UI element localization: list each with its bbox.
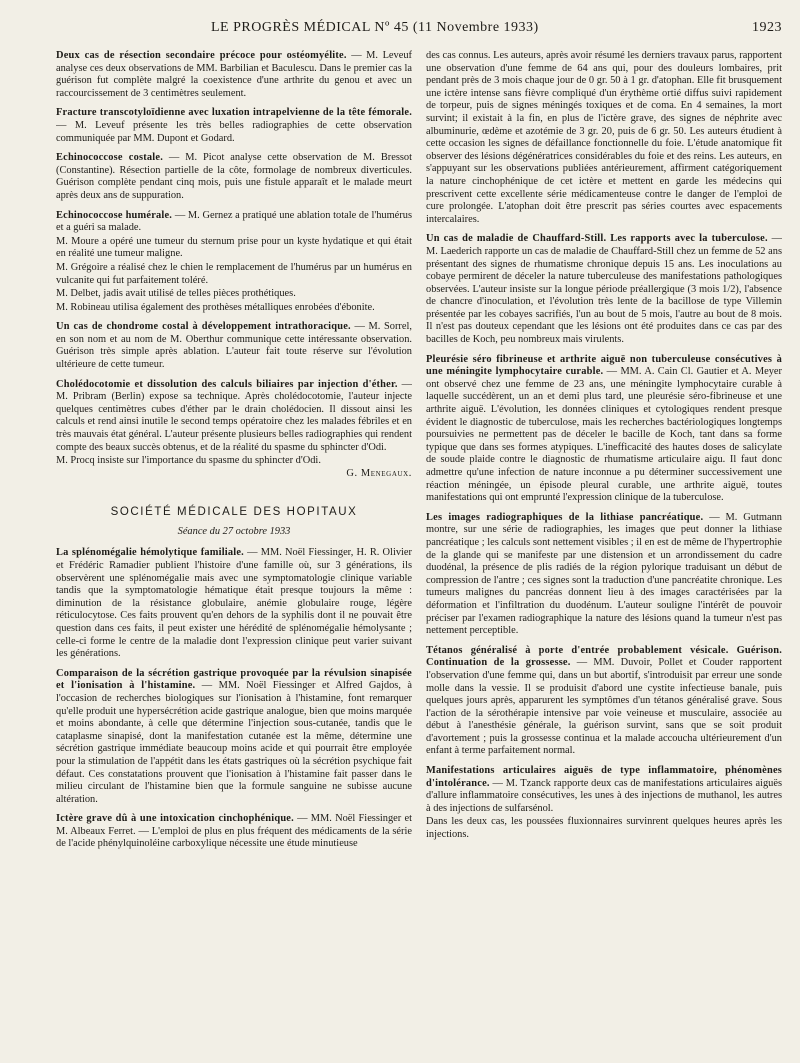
article-heading: Echinococcose costale. [56, 152, 163, 164]
article [56, 210, 412, 235]
article [56, 302, 412, 315]
section-title: SOCIÉTÉ MÉDICALE DES HOPITAUX [110, 506, 358, 519]
signature: G. Menegaux. [346, 467, 412, 479]
article-heading: Ictère grave dû à une intoxication cinchophénique. [56, 813, 294, 825]
article [426, 512, 782, 638]
article [56, 50, 412, 100]
article [56, 236, 412, 261]
article-heading: Comparaison de la sécrétion gastrique provoquée par la révulsion sinapisée et l'ionisation à l'histamine. [56, 667, 412, 692]
article-heading: Deux cas de résection secondaire précoce pour ostéomyélite. [56, 50, 347, 61]
article [56, 813, 412, 851]
article-body: — M. Leveuf analyse ces deux observations de MM. Barbilian et Baculescu. Dans le premier cas la guérison fut complète malgré la coexistence d'une arthrite du genou et avec un raccourcissement de 3 centimètres seulement. [56, 50, 412, 99]
article [426, 233, 782, 346]
article [56, 321, 412, 371]
article-body: M. Moure a opéré une tumeur du sternum prise pour un kyste hydatique et qui était en réalité une tumeur maligne. [56, 235, 412, 260]
article-body: — MM. A. Cain Cl. Gautier et A. Meyer ont observé chez une femme de 23 ans, une méningite lymphocytaire curable à laquelle succédèrent, un an et demi plus tard, une pleurésie séro-fibrineuse et une arthrite aiguë. L'évolution, les données cliniques et cytologiques rendent presque évident le diagnostic de tuberculose, mais les recherches bactériologiques longtemps poursuivies ne permettent pas de déceler le bacille de Koch, tant dans sa forme typique que dans ses formes atypiques. L'inefficacité des hautes doses de salicylate de soude plaide contre le diagnostic de rhumatisme articulaire aigu. Il faut donc admettre qu'une infection de nature inconnue a pu déterminer successivement une réaction méningée, un épisode pleural curable, une arthrite aiguë, toutes manifestations qui ont emprunté l'expression clinique de la tuberculose. [426, 366, 782, 504]
article [56, 547, 412, 660]
article-body: M. Robineau utilisa également des prothèses métalliques enrobées d'ébonite. [56, 301, 375, 313]
article [56, 107, 412, 145]
article-body: — MM. Duvoir, Pollet et Couder rapportent l'observation d'une femme qui, dans un but abortif, s'introduisit par erreur une sonde molle dans la vessie. Il se produisit d'abord une cystite infectieuse banale, puis quelques jours après, apparurent les symptômes d'un tétanos généralisé grave. Sous l'action de la sérothérapie intensive par voie veineuse et musculaire, associée au début à l'anesthésie générale, la guérison survint, sans que se soit produit d'avortement ; puis la grossesse continua et la malade accoucha ultérieurement d'un enfant à terme parfaitement normal. [426, 657, 782, 757]
article-body: — M. Leveuf présente les très belles radiographies de cette observation communiquée par MM. Dupont et Godard. [56, 119, 412, 144]
running-header [56, 20, 782, 42]
article-body: — M. Pribram (Berlin) expose sa technique. Après cholédocotomie, l'auteur injecte quelques centimètres cubes d'éther par le drain cholédocien. Il dissout ainsi les calculs et rend ainsi inutile le second temps opératoire chez les malades fébriles et en très mauvais état général. L'auteur présente plusieurs belles radiographies qui rendent compte des beaux succès obtenus, et de la réalité du spasme du sphincter d'Odi. [56, 378, 412, 453]
article [56, 152, 412, 202]
article-body: M. Grégoire a réalisé chez le chien le remplacement de l'humérus par un humérus en vulcanite qui fut parfaitement toléré. [56, 261, 412, 286]
article-body: M. Delbet, jadis avait utilisé de telles pièces prothétiques. [56, 288, 296, 300]
left-articles [56, 50, 412, 480]
article-heading: La splénomégalie hémolytique familiale. [56, 547, 244, 559]
article-heading: Pleurésie séro fibrineuse et arthrite aiguë non tuberculeuse consécutives à une méningite lymphocytaire curable. [426, 353, 782, 378]
article [426, 645, 782, 758]
article-heading: Un cas de maladie de Chauffard-Still. Les rapports avec la tuberculose. [426, 233, 768, 245]
two-column-body [56, 50, 782, 1055]
article-body: — M. Gutmann montre, sur une série de radiographies, les images que peut donner la lithiase pancréatique ; les calculs sont nettement visibles ; il en est de même de l'hypertrophie de la glande qui se manifeste par une distension et un arrondissement du cadre duodénal, la présence de plis radiés de la région pylorique traduisant un début de compression de l'antre ; ces signes sont la traduction d'une pancréatite chronique. Les tumeurs malignes du pancréas donnent lieu à des images caractérisées par la déformation et l'infiltration du duodénum. L'auteur souligne l'intérêt de pouvoir préciser par l'examen radiographique la nature des lésions quand la tumeur n'est pas nettement perceptible. [426, 511, 782, 637]
article [426, 354, 782, 505]
left-articles-2 [56, 547, 412, 851]
left-column [56, 50, 412, 1055]
article [426, 50, 782, 226]
page-number: 1923 [752, 20, 782, 35]
article [56, 288, 412, 301]
article-body: — M. Picot analyse cette observation de M. Bressot (Constantine). Résection partielle de la côte, formolage de nombreux diverticules. Guérison complète pendant cinq mois, puis une fistule apparaît et le malade meurt après deux ans de suppuration. [56, 152, 412, 201]
article-heading: Echinococcose humérale. [56, 209, 173, 221]
article [56, 262, 412, 287]
article-body: — M. Laederich rapporte un cas de maladie de Chauffard-Still chez un femme de 52 ans présentant des signes de rhumatisme chronique depuis 15 ans. Les inoculations au cobaye permirent de déceler la nature tuberculeuse des manifestations pathologiques observées. L'auteur insiste sur la longue période préallergique (3 mois 1/2), l'absence de chancre d'inoculation, et l'évolution très lente de la bacillose de type Villemin présentée par les cobayes sacrifiés, l'un au bout de 5 mois, l'autre au bout de 8 mois. Il n'est pas douteux cependant que les lésions ont été produites dans ce cas par des bacilles de Koch, peu nombreux mais virulents. [426, 233, 782, 346]
article-body: — M. Tzanck rapporte deux cas de manifestations articulaires aiguës d'allure inflammatoire consécutives, les unes à des injections de muthanol, les autres à des injections de sulfarsénol. [426, 777, 782, 814]
session-date: Séance du 27 octobre 1933 [177, 526, 291, 538]
article-heading: Un cas de chondrome costal à développement intrathoracique. [56, 321, 351, 333]
article-body: des cas connus. Les auteurs, après avoir résumé les derniers travaux parus, rapportent une observation d'une femme de 64 ans qui, pour des douleurs lombaires, prit pendant près de 3 mois chaque jour de 0 gr. 50 à 1 gr. d'atophan. Elle fit brusquement une ictère intense sans fièvre compliqué d'un érythème ortié diffus suivi rapidement de torpeur, puis de signes méningés toxiques et de coma. En 4 semaines, la mort survint; il existait à la fin, en plus de l'ictère grave, des signes de néphrite avec albuminurie, œdème et azotémie de 3 gr. 20, puis de 6 gr. 50. Les auteurs étudient à cette occasion les signes de défaillance fonctionnelle du foie. L'étude anatomique fit observer des lésions dégénératrices considérables du foie et des reins. Les auteurs, en s'appuyant sur les observations publiées antérieurement, affirment catégoriquement la nature cinchophénique de cet ictère et mettent en garde les médecins qui prescrivent cette excellente série médicamenteuse contre le danger de l'emploi de cure prolongée. L'atophan doit être prescrit pas séries courtes avec espacements intercalaires. [426, 50, 782, 225]
article-heading: Tétanos généralisé à porte d'entrée probablement vésicale. Guérison. Continuation de la grossesse. [426, 644, 782, 669]
article-body: — M. Gernez a pratiqué une ablation totale de l'humérus et a guéri sa malade. [56, 209, 412, 234]
article [56, 379, 412, 455]
article-body: — M. Sorrel, en son nom et au nom de M. Oberthur communique cette intéressante observation. Guérison très simple après ablation. L'auteur fait toute réserve sur l'évolution ultérieure de cette tumeur. [56, 321, 412, 371]
article [56, 668, 412, 807]
article-heading: Fracture transcotyloïdienne avec luxation intrapelvienne de la tête fémorale. [56, 107, 412, 119]
article [426, 765, 782, 815]
journal-title: LE PROGRÈS MÉDICAL Nº 45 (11 Novembre 1933) [211, 20, 539, 35]
article-heading: Manifestations articulaires aiguës de type inflammatoire, phénomènes d'intolérance. [426, 765, 782, 789]
article-heading: Cholédocotomie et dissolution des calculs biliaires par injection d'éther. [56, 378, 398, 390]
article-body: — MM. Noël Fiessinger, H. R. Olivier et Frédéric Ramadier publient l'histoire d'une famille où, sur 3 générations, ils observèrent une splénomégalie mais avec une symptomatologie clinique variable tandis que la symptomatologie hématique était presque toujours la même : diminution de la résistance globulaire, anémie globulaire rouge, légère réticulocytose. Ces faits prouvent qu'en dehors de la syphilis dont il ne pouvait être question dans ces faits, il peut exister une hérédité de splénomégalie hémolysante ; celle-ci forme le centre de la maladie dont l'expression clinique peut varier suivant les générations. [56, 547, 412, 660]
article [56, 455, 412, 468]
article-body: — MM. Noël Fiessinger et Alfred Gajdos, à l'occasion de recherches biologiques sur l'ionisation à l'histamine, font remarquer qu'elle produit une hypersécrétion acide gastrique analogue, bien que moins marquée et moins abondante, à celle que détermine l'injection sous-cutanée, tandis que le cataplasme sinapisé, dont la manifestation cutanée est la même, détermine une sécrétion gastrique immédiate beaucoup moins acide et qui pourrait être employée pour la stimulation de l'appétit dans les états gastriques où la sécrétion psychique fait défaut. Ces constatations prouvent que l'ionisation à l'histamine fait passer dans le milieu circulant de l'histamine bien que la formule sanguine ne subisse aucune altération. [56, 680, 412, 805]
article-heading: Les images radiographiques de la lithiase pancréatique. [426, 511, 704, 523]
right-column [426, 50, 782, 1055]
article-body: — MM. Noël Fiessinger et M. Albeaux Ferret. — L'emploi de plus en plus fréquent des médicaments de la série de l'acide phénylquinoléine carboxylique nécessite une étude minutieuse [56, 813, 412, 850]
article [426, 816, 782, 841]
article-body: Dans les deux cas, les poussées fluxionnaires survinrent quelques heures après les injections. [426, 816, 782, 841]
article-body: M. Procq insiste sur l'importance du spasme du sphincter d'Odi. [56, 455, 321, 467]
